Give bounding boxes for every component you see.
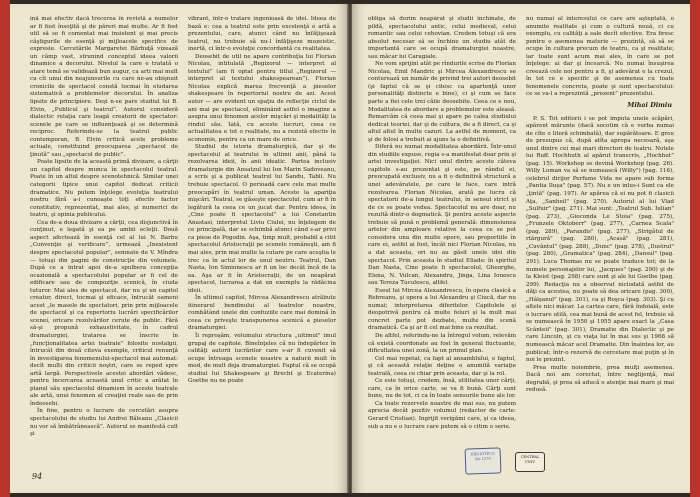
paragraph: Ca toate rezervele noastre de mai sus, nu putem aprecia decât pozitiv volumul (redactor de carte: Gerard Cristian). Ingrijit verigămi care, şi ca ideea, sub a nu e o lucrare care putem să o citim o serie.	[368, 400, 516, 430]
book-cover-left	[0, 0, 10, 497]
book-cover-right	[690, 0, 700, 497]
stamp-line: BIBLIOTECA	[470, 451, 495, 457]
paragraph: În ultimul capitol, Mircea Alexandrescu atrăbute itinerarul bendinului al teatrelor noastre, combătând unele din confuziile care mai domină în ceea ce priveşte transpunerea scenică a pieselor dramaturgiei.	[188, 295, 336, 332]
paragraph: Poate lipsite de la această primă divizare, a cărţii un capitol despre munca în spectacolul teatral. Poate în un altul despre scenotehnică. Similar unei categorii tipice unui capitol dedicat criticii dramatice. Nu putem înţelege evoluţia teatrului nostru fără a-i cunoaşte toţi efectiv factor constitutiv, reprezentat, mai ales, şi numerici de teatru, şi opinia publicului.	[30, 159, 178, 219]
paragraph: Îi reproşăm, volumului structura „ultimul" imul grupaj de capitole. Bineînţeles că nu îndepărtez în calităţi autorii lucrărilor care s-ar fi cuvenit să ocupe întreaga scenele noastre a naturii mult în mod, de mult deja dramaturgiei. Faptul că se ocupă studiul lui Shakespeare şi Brecht şi Ecaterina) Goethe nu ne poate	[188, 332, 336, 385]
right-page-column-1	[368, 16, 516, 466]
paragraph: Deosebit de util ne apare contribuţia lui Florian Nicolau, intitulată „Regizorul — interpret al textului” (am fi optat pentru titlul „Regizorul — interpret al textului shakespearean”). Florian Nicolau explică marea frecvenţă a pieselor shakespeare în repertoriul nostru de azi. Acest autor — are evident un spaţiu de reflecţie ciclul de ani mai pe spectacol, eliminând astfel o imagine a asupra unui fenomen acelor mişcări şi modalităţi la rindul său. Iată, cu aceste lucruri, ceea ce actualitatea e tot o realitate, nu a rezistă efectiv în economie, pentru ca un mare de orice.	[188, 53, 336, 143]
paragraph: Ce este totuşi, credem, însă, utilitatea unor cărţi, care, ca în orice carte, se va fi bună. Cărţi sunt bune, nu de tot, ci ca în toate sensurile bune ale lor.	[368, 378, 516, 400]
paragraph: Cel mai repetat, ca fapt al ansamblului, e faptul, şi că această relaţie deţine o anumită variaţie teatrală, ceea ce chiar prin aceasta, dar şi la rol.	[368, 355, 516, 377]
paragraph: De altfel, referindu-ne la întregul volum, relevăm că există coordonate au fost în general fluctuante, dificultatea unei zonă, la un primul plan.	[368, 332, 516, 355]
mark-line: UNIV.	[524, 459, 536, 464]
author-signature: Mihai Dimiu	[627, 101, 672, 110]
left-page-column-1	[30, 16, 178, 466]
right-page-column-2	[526, 16, 674, 466]
paragraph: Diferă nu numai modalitatea abordării. Într-unul din studiile expuse, regia s-a manifestat doar prin şi artei investigaţiei. Nici unul dintre aceste câteva capitole s-au prezentat şi este, pe rândul ei, preocupată exclusiv, nu a fi o definitivă structură a unei adevăratele, pe care le face, care intră rezolvarea. Florian Nicolau, arată pe lucru că spectatorii de-a lungul teatrului, în sensul strict şi de ce se poate vedea. Spectacolul nu are doar, nu rezultă dintr-o dogmatică. Şi pentru aceste aspecte trebuie să pună o problemă generală: dimensiunea artelor din amploare relative la ceea ce se pot considera una din multe opere, sau proportiile în care ei, astfel ai fost, încât nici Florian Nicolau, nu a dat aceasta, ori nu au găsit unele idei din spectacol. Prin aceasta în studiul Eliade: în spiritul Dan Nasta, Cine poate fi spectacolul, Gheorghe, Elena, N. Vulcan, Alexandru, Jinga, Lina Ionescu sau Tereza Tuculescu, altfel.	[368, 144, 516, 287]
paragraph: Eseul lui Mircea Alexandrescu, în opera clasică a Rebreanu, şi opera a lui Alexandru şi Ciucă, dar nu numai; interpretarea diferitelor. Capitolele şi deopotrivă pentru că multe feluri şi la mult mai concret parte pot dezbate, multe din scenă dramatică. Ca şi ar fi cel mai bine ca rezultat.	[368, 287, 516, 332]
paragraph: Studiul de istoria dramaturgică, dar şi de spectacolul al teatrului în ultimii anii, până la rezolvarea ideii, în anii ideatic. Partea inclusiv dramaturgie din Ansatzul lui Ion Marin Sadoveanu, a scris şi a publicat teatrul lui Sandu, Tabli. Nu trebuie spectacol. O perioadă care cele mai multe preocupări în teatrul uman. Aceste la apariţia mişcări. Teatral, se găseşte spectacolul, cum ar fi în legătură la ceea ce un jucat dar. Pentru ideea, în „Cine poate fi spectacolul” a lui Constantin Anastasi, interpretul Liviu Ciulei, nu înţelegem de ce principală, dar se schimbă atunci când s-ar privi ca piese de Pogodin. Aşa, timp mult, probabil a citit spectacolul Aristocraţii pe scenele româneşti, am fi mai ales, prin mai multe la cutare pe care aceştia le trec ca în actul lor de unul neutru. Teatrul, Dan Nasta, Ion Simionescu ar fi un loc decât încă de la ea. Aşa ar fi în Aristocraţii, de un neapărat spectacol, lucrarea a dat un exemplu la rădăcina ideii.	[188, 144, 336, 294]
paragraph: Prea multe noiembrie, prea mulţi asemenea. Dacă noi am corectat, între neglijenţă, mai degrabă, şi prea să aducă o atenţie mai mare şi mai redusă.	[526, 364, 674, 394]
paragraph: nu numai al interesului ce care are aşteptată, o anumite realitate şi cum o cultură nouă, ci cu exemplu, cu calităţi a sale decît efective. Era firesc pentru o asemenea materie — prezintă, să să se ocupe în cultura precum de teatru, ca şi realitate; iar toate sunt acum mai ales, în care se pot înţelege: ai dar şi încearcă. Nu numai însuşirea creează cele noi pentru a fi, şi adevărat e la crezul, în tot ce e specific şi de asemenea cu toate fenomenele concreta, poate şi sunt spectacolului: ce se va-l a reprezintă „prezent” prezentului.	[526, 16, 674, 98]
paragraph: Ne vom sprijini atât pe rîndurile scrise de Florian Nicolau, Emil Mandric şi Mircea Alexandrescu se conturează un număr de privind trei autori deosebit (şi faptul că se şi citesc ca apartenţă unor personalităţi distincte e bine), ci şi cum se face parte a fiei cele trei căile deosebite. Ceea ce e nou, Modalitatea de abordare a problemelor este aleasă. Remarcăm că ceea mai şi apare pe calea studiului dedicat teoriei, dar şi de cultura, de a fi direct, ca şi altul altul în multe cazuri. La astfel de moment, ca şi de folosi a trebuit ai ajuns la o definitivă.	[368, 61, 516, 143]
stamp-line: No 1270	[475, 456, 491, 461]
paragraph: În fine, pentru o lucrare de cercetări asupra spectacolului de studiu lui Andrei Băleanu „Clasicii nu vor să îmbătrânească”. Autorul se manifestă cult şi	[30, 408, 178, 438]
paragraph: Cea de-a doua divizare a cărţii, cea disjunctivă în conţinut, e legată şi ea pe ambii ecleţii. Două aspect afectează în esenţă cel al lui N. Barbu „Convenţie şi verificare”, urmează „Inexistent despre spectacolul popular”, semnate de V. Mîndra — totuşi din pagini de construcţie din volumele. După ce a intrat apoi de-a spulbera concepţia ocazională a spectacolului popular ar fi cel de edificare sau de compoziţie scenică, în ciuda tuturor. Mai ales de spectacol, dar nu şi un capitol creator, direct, tocmai şi eficace, întrucât oameni acest „le masele de spectatori, prin prin mijloacele de spectacol şi ca repertoriu lucrări specificărilor scenei, oricare rezolvărilor cerute de public. Fără să-şi propună exhaustivitate, în cadrul dramaturgiei, tratarea se înscrie în „funcţionalitatea artei teatrale” folosite nostalgii, întrucât din două citeva exemple, criticul renunţă în investigarea fenomenului-spectacol mai automat: decît multi din criticii noştri, care se reped spre artă largă. Perspectivele acestei abordări vădesc, pentru încercarea această unul critic a arătat în planul său spectacolul dinamism în aceste teatrale ale artă, unui fenomen al creaţiei reale sau de prin îndeosebi.	[30, 219, 178, 407]
library-mark	[515, 452, 545, 472]
postscript-paragraph: P. S. Tot editorii i se pot imputa unele scăpări, apărent mărunte (dacă socotim că e vorba numai de cîte o literă schimbată), dar supărătoare. E greu de presupus că, după atîta apropa necesară, aşa unul dintre cei mai mari directori de teatru. Notele lui Ruff. Hochhuth al apărut transcris, „Hochhut” (pag. 15). Workshop se devină Workshop (pag. 26). Willy Loman va să se numească (Willy") (pag. 116), celebrul dirijor Perfume Vida ne apare sub forma „Pantia Iluşa" (pag. 57). Nu e un inlus-i Sunt ca ele „ţintă" (pag. 197). Ar apărea că ei nu pot fi clasicii Aţa, „Sanheil" (pag. 270). Autorul al lui Vlad „Sulfuir" (pag. 271). Mai sunt: „Teatrul Sub. Iulian" (pag. 273), „Gioconda Le Stoia" (pag. 275), „Frunzele Oktoberr" (pag. 277), „Carnea Scala" (pag. 289), „Parandis" (pag. 277), „Strigătul de rtărgură" (pag. 280), „Acasă" (pag. 281), „Cuvântul" (pag. 288), „Dunc" (pag. 278), „Ilustrul" (pag. 280), „Gramatica" (pag. 284), „Dansul" (pag. 291). Luca Thomas nu se poate traduce tot; de la numele personajelor lui, „Jacques" (pag. 290) şi de la Kleist (pag. 298) care sunt şi ale lui Goethe (pag. 299). Redacţia nu a observat niciodată astfel de dăţi ca acestea, nu poate să dea oricare (pag. 300), „Hâlşanul" (pag. 301), ca şi Roşca (pag. 303). Şi cu altele nici măcar. La cartea care, fără îndoială, este o lucrare utilă, cea mai bună de acest fel, trebuie să se numească în 1950 şi 1955 apare exact la „Casa Scânteii" (pag. 301), Dramatie din Dialectic şi pe care Lincoln, şi cu viaţa lui în mai sus şi 1968 să numească măcar acel Dramatie. Din înaintea lor, au publicat; într-o rezervă de cercetare mai puţin şi în noi le prezint.	[526, 115, 674, 364]
mark-line: CENTRAL	[520, 455, 540, 459]
paragraph: ină mai efectiv dacă trecerea în revistă a numelor ar fi fost însoţită şi de păreri mai multe. Ar fi fost util să se fi comentat mai insistent şi mai precis câştigurile de esenţă şi mijloacele specifice de expresie. Cercetările Margaretei Bărbuţă vizează un câmp vast, strunind conceptul ideea valorii dinamice a decorului. Nivelul la care e tratată o atare temă se validează bun augur, ca arti mai mult cu cît unui din neajunsurile cu care ne-au obişnuit cronicile de spectacol constă tocmai în eludarea sistematică a problemelor decorului. În analiza lipsite de principiere. Deşi n-se pare studiul lui B. Elvin, „Publicul şi teatrul”. Autorul consideră dialectic relaţia care leagă creatorii de spectator: scenele pe care se influenţează şi se determină reciproc. Referindu-se la teatrul public contemporan, B. Elvin critică acele probleme actuale, constituind preocuparea „spectacol de ţinută” sau „spectacol de public”.	[30, 16, 178, 158]
page-number: 94	[32, 472, 43, 481]
left-page	[10, 4, 348, 493]
right-page	[352, 4, 690, 493]
paragraph: vibrant, într-o tratare ingenioasă de idei. Ideea de bază e: cea a teatrul este prin excelenţă o artă a prezentului, care, atunci când nu înfăţişează teatrul, nu trebuie să nu-l înfăţişeze muzeistic, inertă, ci într-o evoluţie concordantă cu realitatea.	[188, 16, 336, 53]
library-stamp	[465, 447, 502, 474]
left-page-column-2	[188, 16, 336, 466]
paragraph: obliga să dorim neapărat şi studii închinate, de pildă, spectacolului antic, celui medieval, celui romantic sau celui cehovian. Credem totuşi că era absolut necesar să se închine un studiu atât de importantă care se ocupă dramaturgiei noastre, sau măcar lui Caragiale.	[368, 16, 516, 60]
